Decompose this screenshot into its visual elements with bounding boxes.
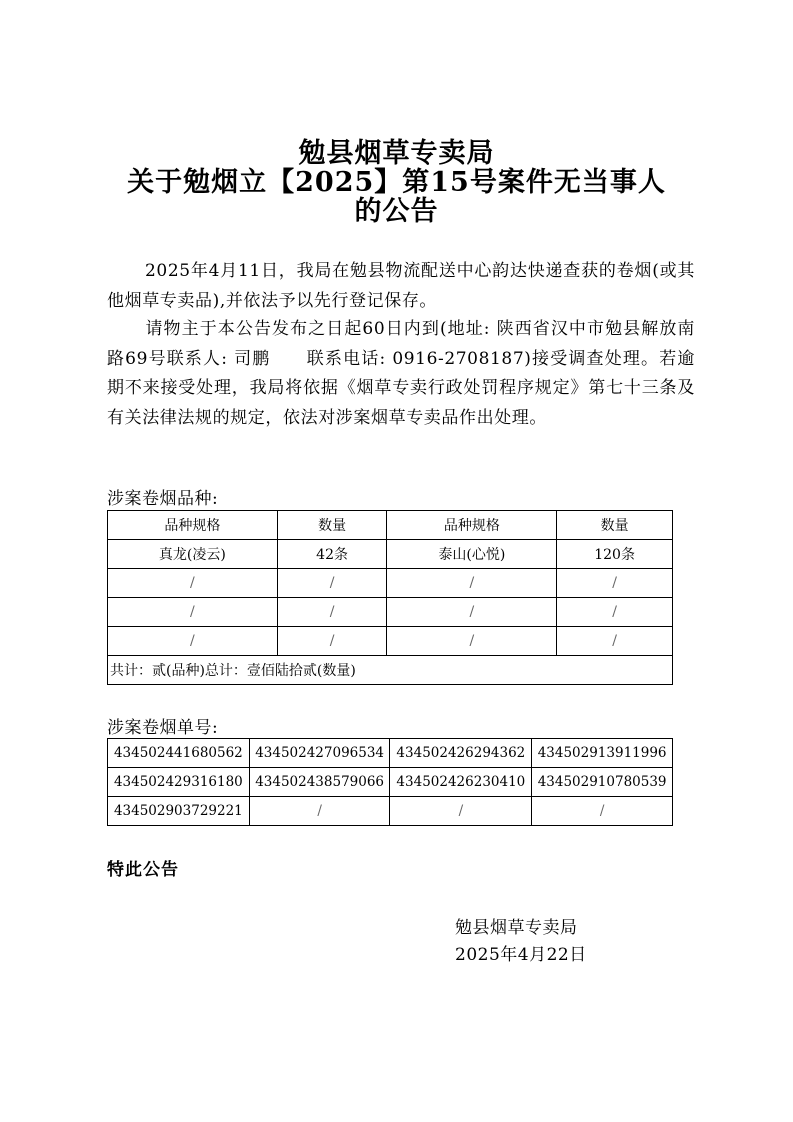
waybill-cell: 434502429316180 <box>108 768 250 797</box>
header-cell: 数量 <box>277 511 387 540</box>
variety-cell: / <box>387 569 557 598</box>
quantity-cell: / <box>557 569 673 598</box>
quantity-cell: / <box>277 627 387 656</box>
body-paragraph-1 <box>107 257 695 316</box>
header-cell: 品种规格 <box>108 511 278 540</box>
variety-cell: / <box>108 627 278 656</box>
quantity-cell: 42条 <box>277 540 387 569</box>
waybill-cell: / <box>390 797 532 826</box>
body-paragraph-2 <box>107 315 695 433</box>
table-row <box>108 598 673 627</box>
variety-cell: 泰山(心悦) <box>387 540 557 569</box>
quantity-cell: / <box>277 569 387 598</box>
table-row <box>108 797 673 826</box>
total-row <box>108 656 673 685</box>
varieties-label: 涉案卷烟品种: <box>107 489 219 509</box>
variety-cell: / <box>108 569 278 598</box>
title-line-2: 关于勉烟立【2025】第15号案件无当事人 <box>127 167 666 198</box>
variety-cell: 真龙(凌云) <box>108 540 278 569</box>
waybill-cell: 434502903729221 <box>108 797 250 826</box>
total-cell: 共计：贰(品种)总计：壹佰陆拾贰(数量) <box>108 656 673 685</box>
waybill-cell: 434502427096534 <box>249 739 390 768</box>
table-row <box>108 540 673 569</box>
header-cell: 品种规格 <box>387 511 557 540</box>
waybill-cell: / <box>532 797 673 826</box>
table-row <box>108 627 673 656</box>
varieties-header-row <box>108 511 673 540</box>
waybill-cell: 434502910780539 <box>532 768 673 797</box>
waybill-cell: 434502441680562 <box>108 739 250 768</box>
waybill-cell: 434502913911996 <box>532 739 673 768</box>
variety-cell: / <box>387 627 557 656</box>
table-row <box>108 768 673 797</box>
title-line-1: 勉县烟草专卖局 <box>298 138 495 169</box>
signature-org: 勉县烟草专卖局 <box>455 918 578 938</box>
variety-cell: / <box>108 598 278 627</box>
quantity-cell: / <box>277 598 387 627</box>
table-row <box>108 569 673 598</box>
title-line-3: 的公告 <box>354 196 439 227</box>
varieties-table <box>107 510 673 685</box>
waybills-label: 涉案卷烟单号: <box>107 718 219 738</box>
closing-statement: 特此公告 <box>107 860 179 880</box>
table-row <box>108 739 673 768</box>
quantity-cell: 120条 <box>557 540 673 569</box>
body-paragraph-2-text: 请物主于本公告发布之日起60日内到(地址: 陕西省汉中市勉县解放南路69号联系人: 司鹏 联系电话: 0916-2708187)接受调查处理。若逾期不来接受处理，我局将依据《烟草专卖行政处罚程序规定》第七十三条及有关法律法规的规定，依法对涉案烟草专卖品作出处理。 <box>107 319 695 428</box>
waybill-cell: 434502426294362 <box>390 739 532 768</box>
header-cell: 数量 <box>557 511 673 540</box>
signature-date: 2025年4月22日 <box>455 945 587 965</box>
waybills-table <box>107 738 673 826</box>
waybill-cell: 434502426230410 <box>390 768 532 797</box>
body-paragraph-1-text: 2025年4月11日，我局在勉县物流配送中心韵达快递查获的卷烟(或其他烟草专卖品),并依法予以先行登记保存。 <box>107 261 695 311</box>
quantity-cell: / <box>557 627 673 656</box>
waybill-cell: / <box>249 797 390 826</box>
quantity-cell: / <box>557 598 673 627</box>
variety-cell: / <box>387 598 557 627</box>
waybill-cell: 434502438579066 <box>249 768 390 797</box>
